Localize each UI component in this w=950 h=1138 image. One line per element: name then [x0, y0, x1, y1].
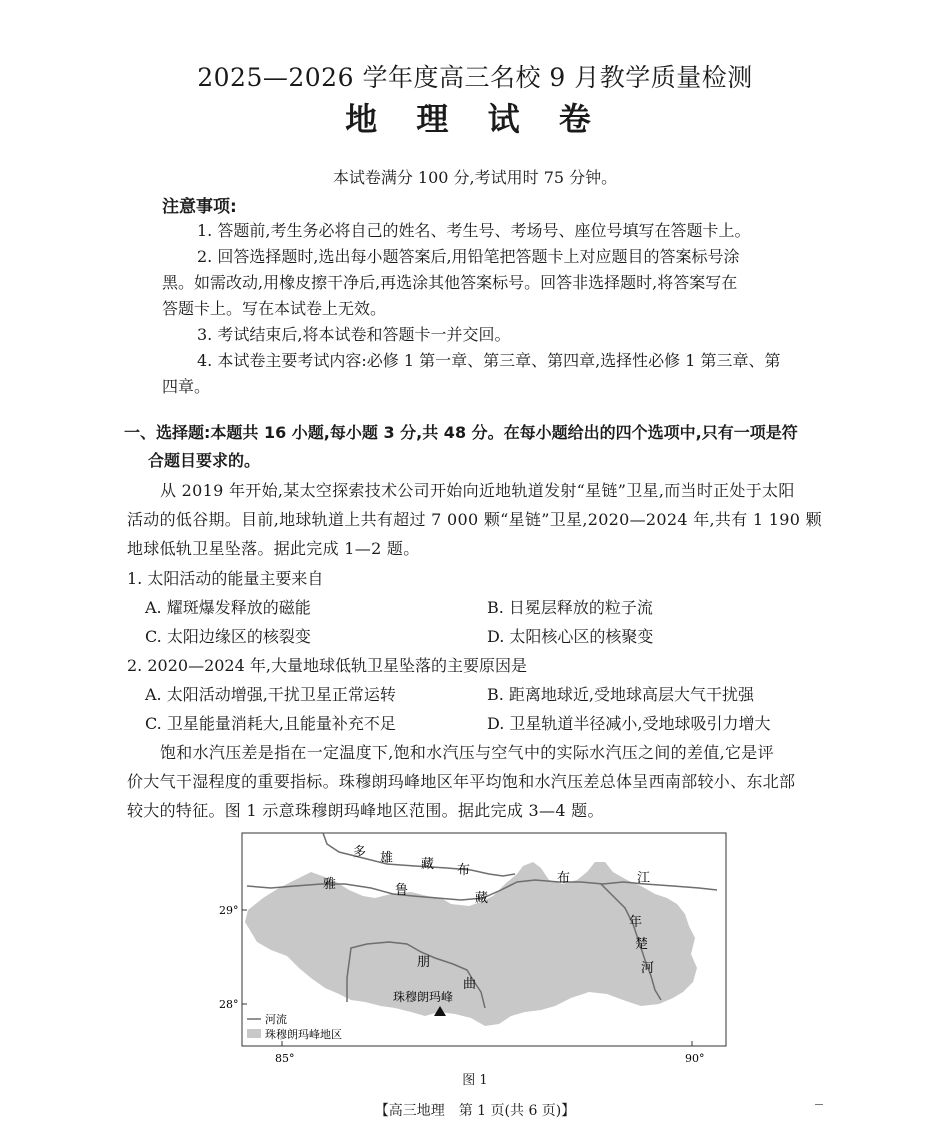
option-b: B. 距离地球近,受地球高层大气干扰强: [487, 685, 755, 704]
passage-line: 价大气干湿程度的重要指标。珠穆朗玛峰地区年平均饱和水汽压差总体呈西南部较小、东北部: [127, 772, 796, 791]
lat-label: 28°: [219, 998, 239, 1011]
section-heading: 一、选择题:本题共 16 小题,每小题 3 分,共 48 分。在每小题给出的四个选项中,只有一项是符: [124, 423, 798, 442]
river-label: 朋: [417, 955, 431, 970]
river-label: 曲: [463, 977, 477, 992]
passage-line: 较大的特征。图 1 示意珠穆朗玛峰地区范围。据此完成 3—4 题。: [127, 801, 604, 820]
notice-line: 4. 本试卷主要考试内容:必修 1 第一章、第三章、第四章,选择性必修 1 第三章、第: [197, 351, 781, 370]
river-label: 年: [629, 915, 643, 930]
figure-caption: 图 1: [462, 1073, 488, 1088]
river-label: 楚: [635, 937, 649, 952]
notice-line: 3. 考试结束后,将本试卷和答题卡一并交回。: [197, 325, 511, 344]
option-d: D. 卫星轨道半径减小,受地球吸引力增大: [487, 714, 771, 733]
exam-header-title: 2025—2026 学年度高三名校 9 月教学质量检测: [197, 63, 753, 92]
option-c: C. 卫星能量消耗大,且能量补充不足: [145, 714, 396, 733]
lat-label: 29°: [219, 904, 239, 917]
option-a: A. 耀斑爆发释放的磁能: [145, 598, 311, 617]
passage-line: 从 2019 年开始,某太空探索技术公司开始向近地轨道发射“星链”卫星,而当时正处于太阳: [160, 481, 795, 500]
river-label: 河: [641, 961, 655, 976]
passage-line: 地球低轨卫星坠落。据此完成 1—2 题。: [127, 539, 420, 558]
notice-line: 四章。: [162, 377, 211, 396]
option-d: D. 太阳核心区的核聚变: [487, 627, 654, 646]
question-stem: 2. 2020—2024 年,大量地球低轨卫星坠落的主要原因是: [127, 656, 527, 675]
subject-title: 地 理 试 卷: [345, 100, 605, 138]
river-label: 藏: [421, 857, 435, 872]
river-label: 雄: [380, 851, 394, 866]
option-a: A. 太阳活动增强,干扰卫星正常运转: [145, 685, 396, 704]
river-label: 江: [637, 871, 651, 886]
notice-heading: 注意事项:: [162, 197, 237, 217]
legend-region-label: 珠穆朗玛峰地区: [265, 1028, 342, 1041]
section-heading-cont: 合题目要求的。: [148, 451, 261, 470]
passage-line: 活动的低谷期。目前,地球轨道上共有超过 7 000 颗“星链”卫星,2020—2024 年,共有 1 190 颗: [127, 510, 822, 529]
river-label: 雅: [323, 877, 337, 892]
notice-line: 1. 答题前,考生务必将自己的姓名、考生号、考场号、座位号填写在答题卡上。: [197, 221, 751, 240]
legend-region-symbol: [247, 1029, 261, 1038]
exam-info: 本试卷满分 100 分,考试用时 75 分钟。: [332, 168, 618, 187]
lon-label: 90°: [685, 1052, 705, 1065]
peak-label: 珠穆朗玛峰: [393, 990, 454, 1004]
notice-line: 黑。如需改动,用橡皮擦干净后,再选涂其他答案标号。回答非选择题时,将答案写在: [162, 273, 738, 292]
option-c: C. 太阳边缘区的核裂变: [145, 627, 311, 646]
question-stem: 1. 太阳活动的能量主要来自: [127, 569, 324, 588]
legend-river-label: 河流: [265, 1013, 287, 1026]
river-label: 藏: [475, 891, 489, 906]
river-label: 布: [557, 871, 571, 886]
page-footer: 【高三地理 第 1 页(共 6 页)】: [374, 1103, 576, 1119]
notice-line: 答题卡上。写在本试卷上无效。: [162, 299, 387, 318]
passage-line: 饱和水汽压差是指在一定温度下,饱和水汽压与空气中的实际水汽压之间的差值,它是评: [160, 743, 774, 762]
corner-mark: [815, 1104, 823, 1105]
river-label: 布: [457, 863, 471, 878]
lon-label: 85°: [275, 1052, 295, 1065]
option-b: B. 日冕层释放的粒子流: [487, 598, 653, 617]
river-label: 多: [353, 845, 367, 860]
notice-line: 2. 回答选择题时,选出每小题答案后,用铅笔把答题卡上对应题目的答案标号涂: [197, 247, 740, 266]
river-label: 鲁: [395, 883, 409, 898]
figure-1-map: [215, 828, 730, 1070]
